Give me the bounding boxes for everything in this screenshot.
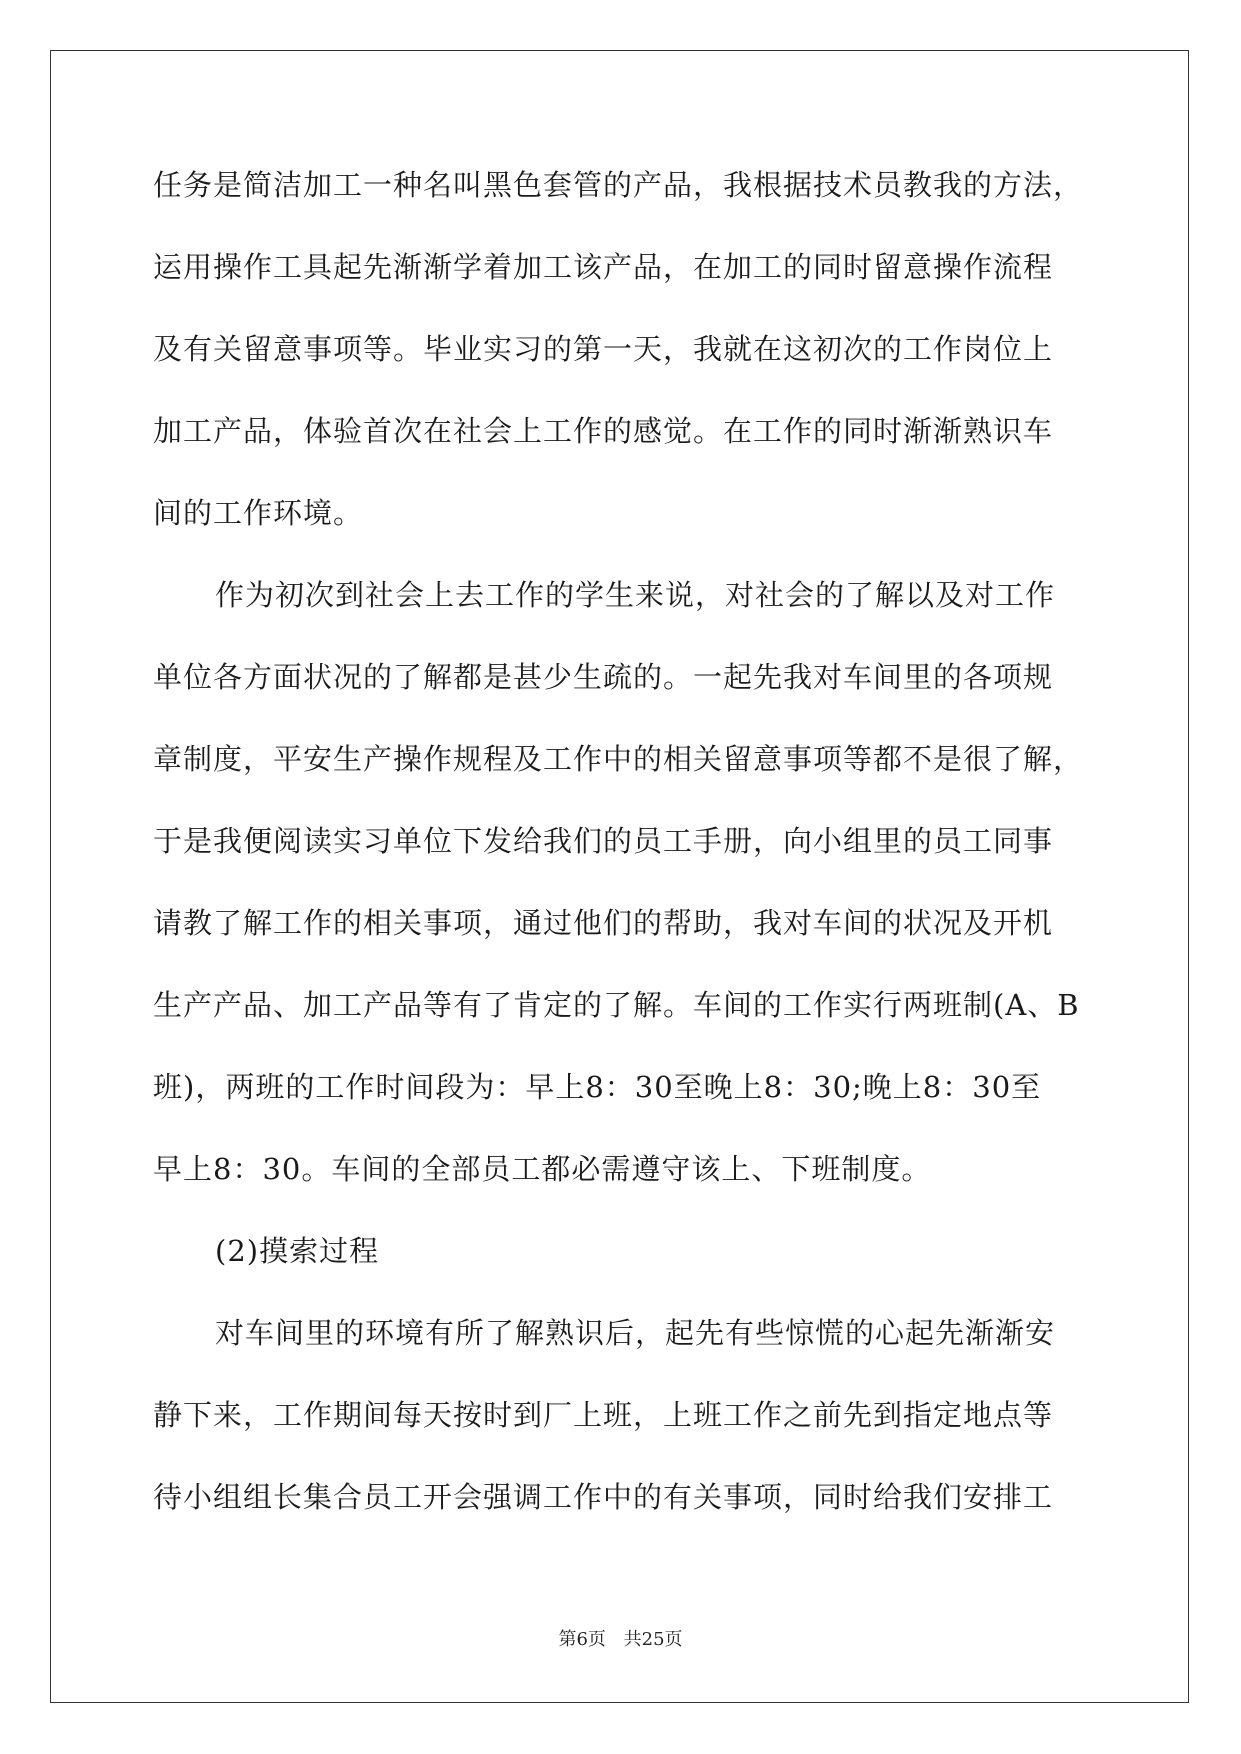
text-line: 对车间里的环境有所了解熟识后，起先有些惊慌的心起先渐渐安 — [215, 1316, 1056, 1350]
text-line: 请教了解工作的相关事项，通过他们的帮助，我对车间的状况及开机 — [153, 906, 1054, 940]
text-line: 及有关留意事项等。毕业实习的第一天，我就在这初次的工作岗位上 — [153, 332, 1054, 366]
text-line: 单位各方面状况的了解都是甚少生疏的。一起先我对车间里的各项规 — [153, 660, 1054, 694]
text-line: 于是我便阅读实习单位下发给我们的员工手册，向小组里的员工同事 — [153, 824, 1054, 858]
page-total: 共25页 — [623, 1629, 683, 1650]
text-line: 章制度，平安生产操作规程及工作中的相关留意事项等都不是很了解， — [153, 742, 1084, 776]
section-heading: (2)摸索过程 — [215, 1234, 380, 1268]
text-line: 静下来，工作期间每天按时到厂上班，上班工作之前先到指定地点等 — [153, 1398, 1054, 1432]
text-line: 生产产品、加工产品等有了肯定的了解。车间的工作实行两班制(A、B — [153, 988, 1080, 1022]
text-line: 班)，两班的工作时间段为：早上8：30至晚上8：30;晚上8：30至 — [153, 1070, 1042, 1104]
text-line: 任务是简洁加工一种名叫黑色套管的产品，我根据技术员教我的方法， — [153, 168, 1084, 202]
text-line: 间的工作环境。 — [153, 496, 364, 530]
page-number: 第6页 — [558, 1629, 606, 1650]
text-line: 待小组组长集合员工开会强调工作中的有关事项，同时给我们安排工 — [153, 1480, 1054, 1514]
page-footer — [0, 1625, 1241, 1651]
page-border — [50, 50, 1189, 1703]
text-line: 早上8：30。车间的全部员工都必需遵守该上、下班制度。 — [153, 1152, 932, 1186]
text-line: 加工产品，体验首次在社会上工作的感觉。在工作的同时渐渐熟识车 — [153, 414, 1054, 448]
text-line: 运用操作工具起先渐渐学着加工该产品，在加工的同时留意操作流程 — [153, 250, 1054, 284]
text-line: 作为初次到社会上去工作的学生来说，对社会的了解以及对工作 — [215, 578, 1056, 612]
